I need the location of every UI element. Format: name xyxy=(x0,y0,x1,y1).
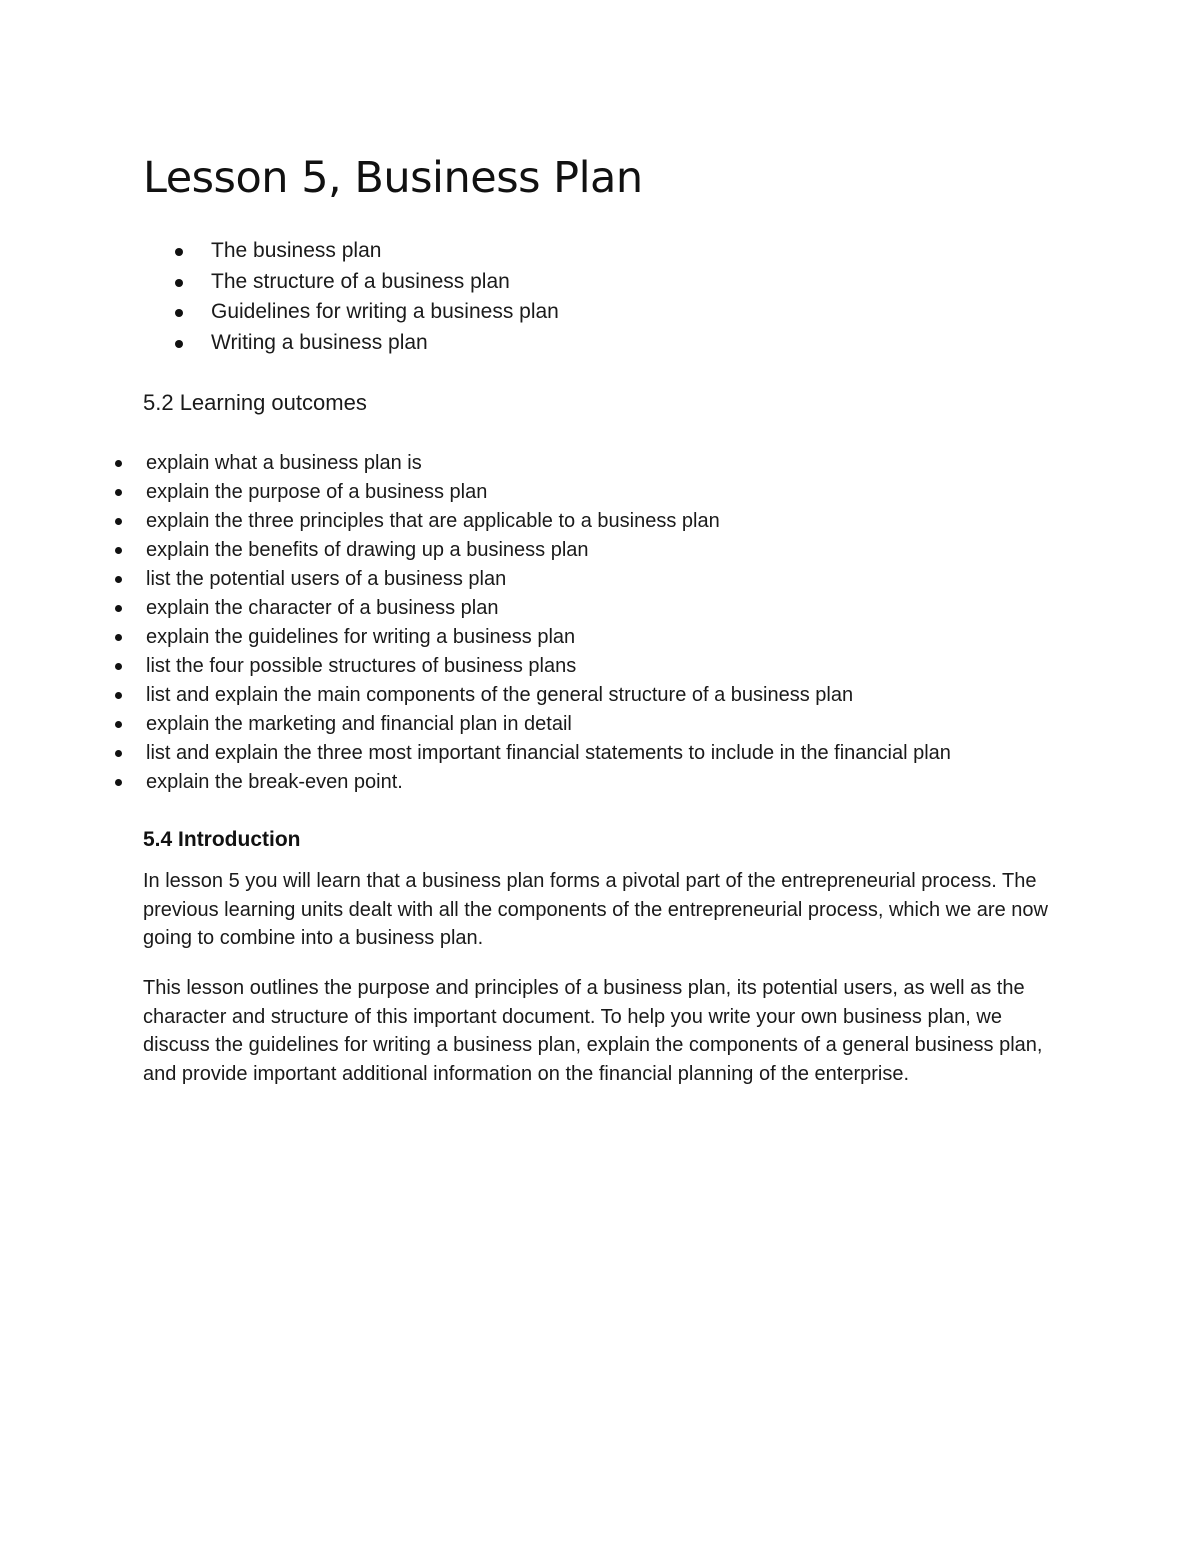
bullet-icon xyxy=(115,518,122,525)
outcome-text: explain the benefits of drawing up a business plan xyxy=(146,539,589,561)
bullet-icon xyxy=(175,309,183,317)
bullet-icon xyxy=(175,248,183,256)
list-item xyxy=(211,328,559,359)
introduction-paragraph: This lesson outlines the purpose and principles of a business plan, its potential users, as well as the character and structure of this important document. To help you write your own business plan, we discuss the guidelines for writing a business plan, explain the components of a general business plan, and provide important additional information on the financial planning of the enterprise. xyxy=(143,977,1043,1085)
list-item xyxy=(146,449,951,478)
bullet-icon xyxy=(115,721,122,728)
bullet-icon xyxy=(115,634,122,641)
bullet-icon xyxy=(115,779,122,786)
bullet-icon xyxy=(115,605,122,612)
bullet-icon xyxy=(115,663,122,670)
outcome-text: list the four possible structures of business plans xyxy=(146,655,577,677)
introduction-heading: 5.4 Introduction xyxy=(143,828,301,851)
topic-text: The business plan xyxy=(211,239,382,262)
outcome-text: explain what a business plan is xyxy=(146,452,422,474)
bullet-icon xyxy=(115,692,122,699)
topic-text: Guidelines for writing a business plan xyxy=(211,300,559,323)
learning-outcomes-heading: 5.2 Learning outcomes xyxy=(143,390,367,415)
list-item xyxy=(146,681,951,710)
list-item xyxy=(211,297,559,328)
list-item xyxy=(146,507,951,536)
outcome-text: explain the marketing and financial plan in detail xyxy=(146,713,572,735)
list-item xyxy=(211,267,559,298)
list-item xyxy=(146,768,951,797)
bullet-icon xyxy=(175,279,183,287)
list-item xyxy=(146,594,951,623)
topics-list xyxy=(211,236,559,358)
bullet-icon xyxy=(115,576,122,583)
bullet-icon xyxy=(175,340,183,348)
outcome-text: explain the guidelines for writing a business plan xyxy=(146,626,576,648)
bullet-icon xyxy=(115,460,122,467)
outcome-text: explain the three principles that are applicable to a business plan xyxy=(146,510,720,532)
list-item xyxy=(146,536,951,565)
list-item xyxy=(146,652,951,681)
outcome-text: explain the character of a business plan xyxy=(146,597,499,619)
list-item xyxy=(146,623,951,652)
outcome-text: list the potential users of a business plan xyxy=(146,568,507,590)
list-item xyxy=(146,478,951,507)
bullet-icon xyxy=(115,547,122,554)
learning-outcomes-list xyxy=(146,449,951,797)
topic-text: The structure of a business plan xyxy=(211,269,510,293)
outcome-text: explain the break-even point. xyxy=(146,771,403,793)
list-item xyxy=(146,710,951,739)
topic-text: Writing a business plan xyxy=(211,330,428,354)
introduction-paragraph: In lesson 5 you will learn that a business plan forms a pivotal part of the entrepreneurial process. The previous learning units dealt with all the components of the entrepreneurial process, which we are now going to combine into a business plan. xyxy=(143,870,1048,949)
outcome-text: list and explain the three most important financial statements to include in the financial plan xyxy=(146,742,951,764)
bullet-icon xyxy=(115,489,122,496)
list-item xyxy=(146,565,951,594)
list-item xyxy=(211,236,559,267)
outcome-text: explain the purpose of a business plan xyxy=(146,481,488,503)
outcome-text: list and explain the main components of the general structure of a business plan xyxy=(146,684,854,706)
list-item xyxy=(146,739,951,768)
bullet-icon xyxy=(115,750,122,757)
page-title: Lesson 5, Business Plan xyxy=(143,153,643,203)
